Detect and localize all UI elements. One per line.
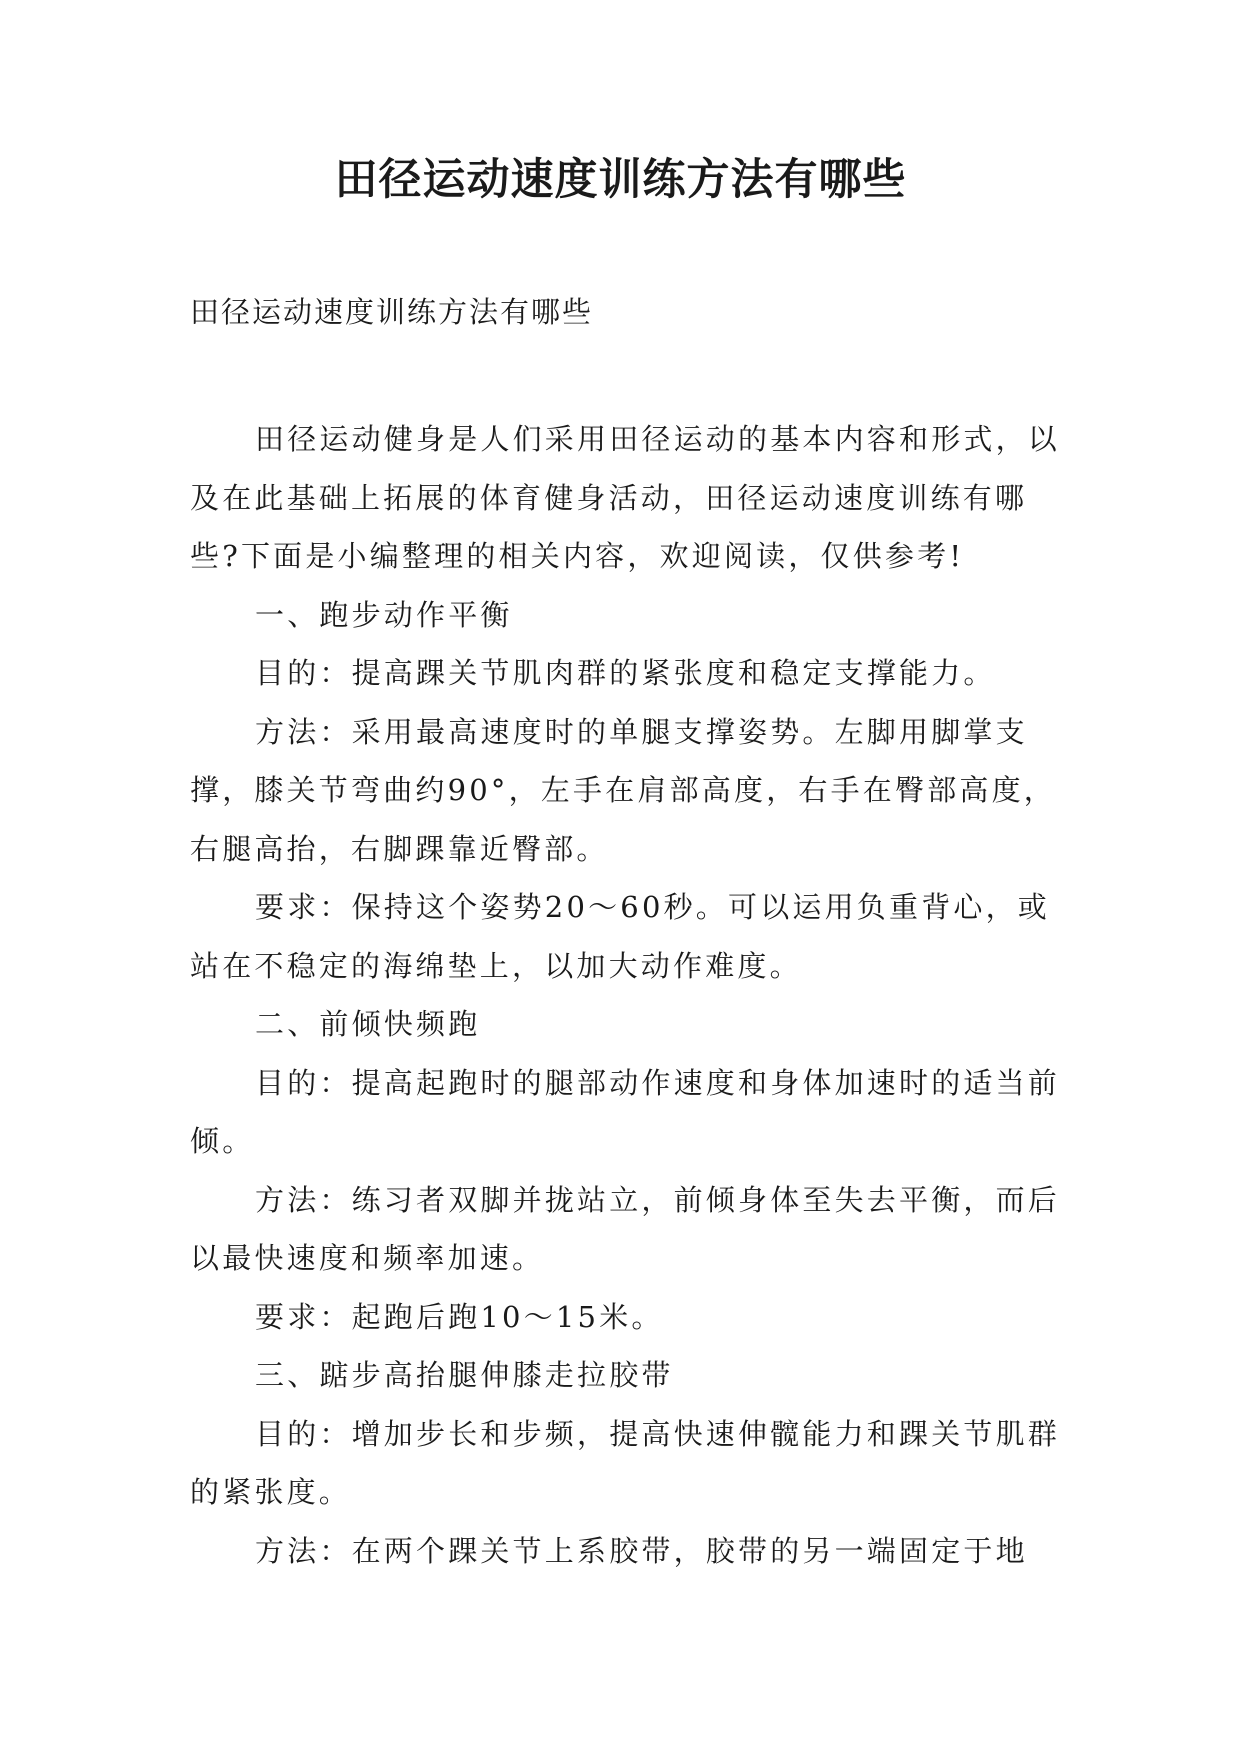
section-1-method: 方法：采用最高速度时的单腿支撑姿势。左脚用脚掌支撑，膝关节弯曲约90°，左手在肩部高度，右手在臀部高度，右腿高抬，右脚踝靠近臀部。 (190, 714, 1057, 866)
section-heading-1: 一、跑步动作平衡 (255, 597, 513, 632)
section-2-purpose: 目的：提高起跑时的腿部动作速度和身体加速时的适当前倾。 (190, 1065, 1061, 1158)
section-3-method: 方法：在两个踝关节上系胶带，胶带的另一端固定于地 (255, 1533, 1028, 1568)
section-1-purpose: 目的：提高踝关节肌肉群的紧张度和稳定支撑能力。 (255, 656, 996, 690)
section-2-method: 方法：练习者双脚并拢站立，前倾身体至失去平衡，而后以最快速度和频率加速。 (190, 1182, 1061, 1275)
document-body (190, 410, 1070, 1580)
section-3-purpose: 目的：增加步长和步频，提高快速伸髋能力和踝关节肌群的紧张度。 (190, 1416, 1061, 1509)
document-subtitle: 田径运动速度训练方法有哪些 (190, 295, 594, 329)
document-title: 田径运动速度训练方法有哪些 (334, 155, 907, 205)
section-heading-3: 三、踮步高抬腿伸膝走拉胶带 (255, 1358, 674, 1392)
section-1-requirement: 要求：保持这个姿势20～60秒。可以运用负重背心，或站在不稳定的海绵垫上，以加大动作难度。 (190, 890, 1051, 983)
section-2-requirement: 要求：起跑后跑10～15米。 (255, 1299, 664, 1334)
section-heading-2: 二、前倾快频跑 (255, 1007, 481, 1041)
intro-paragraph: 田径运动健身是人们采用田径运动的基本内容和形式，以及在此基础上拓展的体育健身活动，田径运动速度训练有哪些?下面是小编整理的相关内容，欢迎阅读，仅供参考! (190, 422, 1061, 573)
